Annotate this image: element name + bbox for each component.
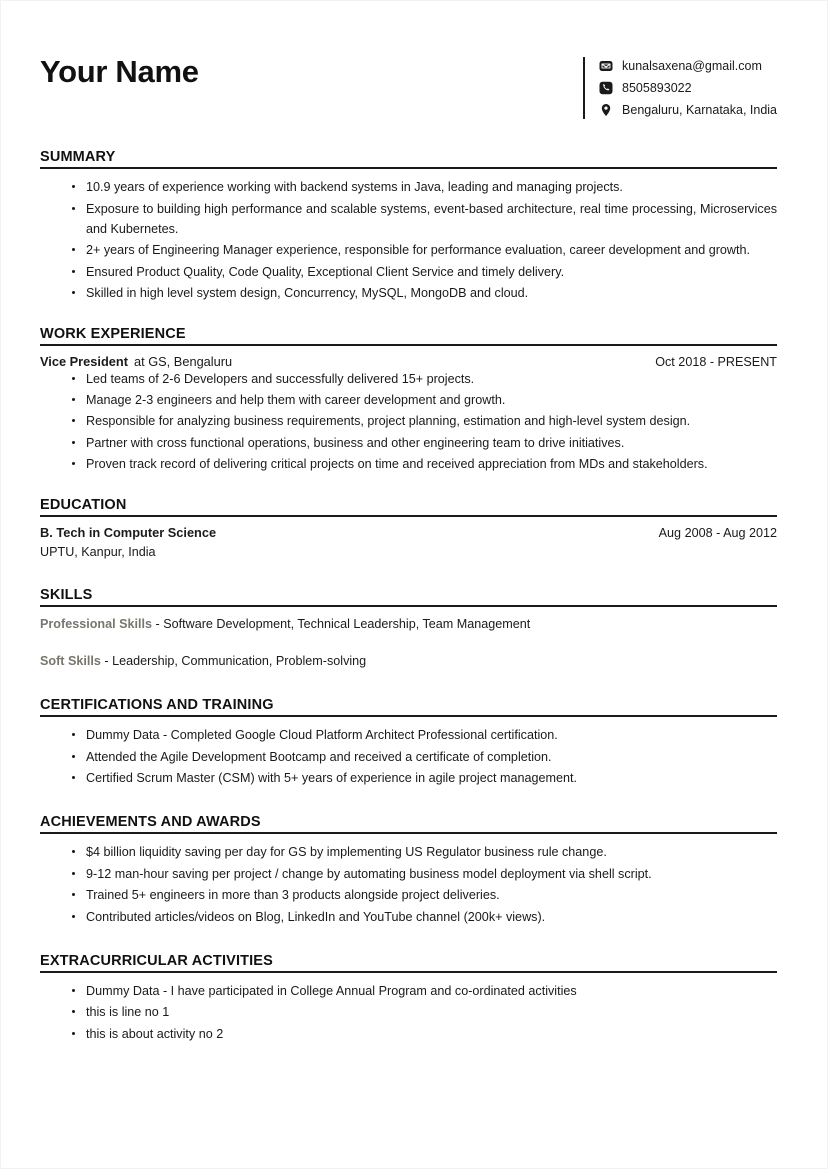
section-title-extracurricular: EXTRACURRICULAR ACTIVITIES (40, 952, 273, 969)
section-skills (40, 587, 777, 671)
contact-phone-value: 8505893022 (622, 80, 692, 95)
contact-list (599, 57, 777, 119)
section-title-certifications: CERTIFICATIONS AND TRAINING (40, 697, 274, 714)
education-entry-header (40, 525, 777, 540)
section-rule (40, 971, 777, 973)
section-rule (40, 605, 777, 607)
summary-bullet-list (40, 177, 777, 303)
list-item: Exposure to building high performance and scalable systems, event-based architecture, real time processing, Microservices and Kubernetes. (72, 199, 777, 240)
contact-email[interactable] (599, 57, 777, 76)
list-item: Contributed articles/videos on Blog, LinkedIn and YouTube channel (200k+ views). (72, 907, 777, 927)
skill-group-label: Soft Skills (40, 654, 101, 669)
phone-icon (599, 81, 613, 95)
list-item: 2+ years of Engineering Manager experience, responsible for performance evaluation, career development and growth. (72, 240, 777, 260)
list-item: 10.9 years of experience working with backend systems in Java, leading and managing projects. (72, 177, 777, 197)
section-achievements (40, 814, 777, 927)
list-item: Led teams of 2-6 Developers and successfully delivered 15+ projects. (72, 369, 777, 389)
job-date: Oct 2018 - PRESENT (655, 354, 777, 369)
list-item: Dummy Data - I have participated in College Annual Program and co-ordinated activities (72, 981, 777, 1001)
education-date: Aug 2008 - Aug 2012 (658, 525, 777, 540)
certifications-bullet-list (40, 725, 777, 788)
work-entry-title (40, 354, 232, 369)
section-title-achievements: ACHIEVEMENTS AND AWARDS (40, 814, 261, 831)
list-item: 9-12 man-hour saving per project / change by automating business model deployment via shell script. (72, 864, 777, 884)
resume-header (40, 1, 777, 119)
list-item: Proven track record of delivering critical projects on time and received appreciation from MDs and stakeholders. (72, 454, 777, 474)
location-icon (599, 103, 613, 117)
list-item: Partner with cross functional operations, business and other engineering team to drive initiatives. (72, 433, 777, 453)
work-entry-header (40, 354, 777, 369)
skill-separator: - (152, 617, 164, 632)
contact-phone[interactable] (599, 79, 777, 98)
section-extracurricular (40, 953, 777, 1044)
contact-email-value: kunalsaxena@gmail.com (622, 59, 762, 73)
contact-location-value: Bengaluru, Karnataka, India (622, 102, 777, 117)
skill-group-soft (40, 652, 777, 671)
skill-group-label: Professional Skills (40, 617, 152, 632)
section-summary (40, 149, 777, 303)
email-icon (599, 59, 613, 73)
skill-group-value: Leadership, Communication, Problem-solving (112, 654, 367, 669)
job-company: at GS, Bengaluru (133, 353, 233, 369)
skill-group-value: Software Development, Technical Leadership, Team Management (163, 617, 531, 632)
list-item: Dummy Data - Completed Google Cloud Platform Architect Professional certification. (72, 725, 777, 745)
resume-content (40, 1, 777, 1045)
section-title-work-experience: WORK EXPERIENCE (40, 325, 186, 342)
section-title-skills: SKILLS (40, 587, 93, 604)
page-title: Your Name (40, 54, 199, 89)
achievements-bullet-list (40, 842, 777, 927)
list-item: Attended the Agile Development Bootcamp and received a certificate of completion. (72, 747, 777, 767)
list-item: Responsible for analyzing business requirements, project planning, estimation and high-level system design. (72, 411, 777, 431)
section-rule (40, 167, 777, 169)
section-education (40, 497, 777, 562)
education-degree: B. Tech in Computer Science (40, 524, 217, 540)
section-work-experience (40, 326, 777, 475)
skill-group-professional (40, 615, 777, 634)
education-institution: UPTU, Kanpur, India (40, 544, 156, 559)
contact-block (583, 49, 777, 119)
section-rule (40, 832, 777, 834)
work-bullet-list (40, 369, 777, 475)
section-rule (40, 715, 777, 717)
section-rule (40, 515, 777, 517)
list-item: Manage 2-3 engineers and help them with career development and growth. (72, 390, 777, 410)
list-item: this is line no 1 (72, 1002, 777, 1022)
section-title-summary: SUMMARY (40, 149, 116, 166)
extracurricular-bullet-list (40, 981, 777, 1044)
list-item: Ensured Product Quality, Code Quality, Exceptional Client Service and timely delivery. (72, 262, 777, 282)
list-item: this is about activity no 2 (72, 1024, 777, 1044)
list-item: Skilled in high level system design, Concurrency, MySQL, MongoDB and cloud. (72, 283, 777, 303)
section-certifications (40, 697, 777, 788)
list-item: Trained 5+ engineers in more than 3 products alongside project deliveries. (72, 885, 777, 905)
list-item: $4 billion liquidity saving per day for GS by implementing US Regulator business rule change. (72, 842, 777, 862)
contact-location[interactable] (599, 101, 777, 120)
section-title-education: EDUCATION (40, 496, 127, 513)
list-item: Certified Scrum Master (CSM) with 5+ years of experience in agile project management. (72, 768, 777, 788)
section-rule (40, 344, 777, 346)
skill-separator: - (100, 654, 113, 669)
contact-divider (583, 57, 585, 119)
job-role: Vice President (40, 353, 128, 369)
